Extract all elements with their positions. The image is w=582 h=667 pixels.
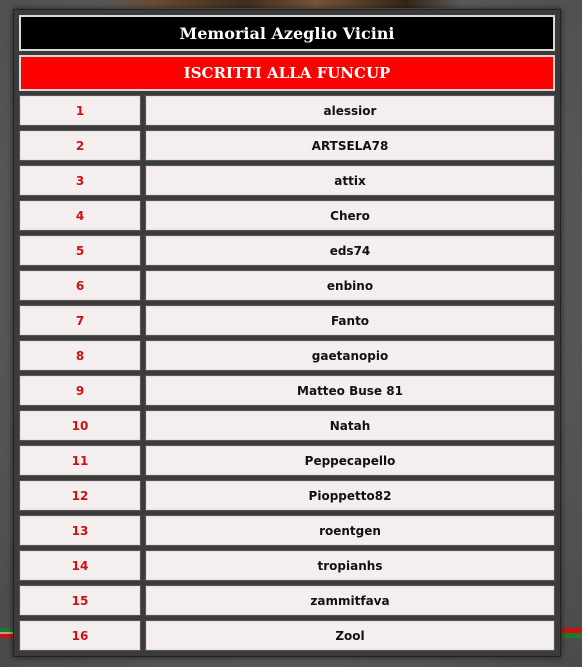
flag-stripe-right xyxy=(562,628,582,638)
participant-name: alessior xyxy=(145,95,555,126)
row-number: 5 xyxy=(19,235,141,266)
row-number: 16 xyxy=(19,620,141,651)
participant-name: roentgen xyxy=(145,515,555,546)
row-number: 15 xyxy=(19,585,141,616)
row-number: 1 xyxy=(19,95,141,126)
participant-name: Peppecapello xyxy=(145,445,555,476)
table-row xyxy=(19,130,555,161)
table-row xyxy=(19,305,555,336)
participant-name: eds74 xyxy=(145,235,555,266)
table-row xyxy=(19,270,555,301)
registration-panel xyxy=(13,9,561,657)
participant-name: tropianhs xyxy=(145,550,555,581)
section-header: ISCRITTI ALLA FUNCUP xyxy=(19,55,555,91)
participant-name: gaetanopio xyxy=(145,340,555,371)
participant-name: Natah xyxy=(145,410,555,441)
participant-name: Chero xyxy=(145,200,555,231)
table-row xyxy=(19,340,555,371)
participant-name: attix xyxy=(145,165,555,196)
table-row xyxy=(19,95,555,126)
table-row xyxy=(19,235,555,266)
participant-name: enbino xyxy=(145,270,555,301)
table-row xyxy=(19,375,555,406)
row-number: 9 xyxy=(19,375,141,406)
table-row xyxy=(19,410,555,441)
page-title: Memorial Azeglio Vicini xyxy=(19,15,555,51)
table-row xyxy=(19,480,555,511)
participant-name: Fanto xyxy=(145,305,555,336)
row-number: 3 xyxy=(19,165,141,196)
table-row xyxy=(19,620,555,651)
table-row xyxy=(19,515,555,546)
row-number: 11 xyxy=(19,445,141,476)
row-number: 2 xyxy=(19,130,141,161)
participant-name: Zool xyxy=(145,620,555,651)
row-number: 10 xyxy=(19,410,141,441)
row-number: 6 xyxy=(19,270,141,301)
row-number: 14 xyxy=(19,550,141,581)
table-row xyxy=(19,200,555,231)
background-figure xyxy=(100,0,460,8)
table-row xyxy=(19,445,555,476)
participant-name: Pioppetto82 xyxy=(145,480,555,511)
participant-name: zammitfava xyxy=(145,585,555,616)
table-row xyxy=(19,585,555,616)
row-number: 13 xyxy=(19,515,141,546)
participants-table xyxy=(19,95,555,651)
flag-stripe-left xyxy=(0,628,14,638)
table-row xyxy=(19,165,555,196)
participant-name: ARTSELA78 xyxy=(145,130,555,161)
row-number: 4 xyxy=(19,200,141,231)
participant-name: Matteo Buse 81 xyxy=(145,375,555,406)
table-row xyxy=(19,550,555,581)
row-number: 7 xyxy=(19,305,141,336)
row-number: 12 xyxy=(19,480,141,511)
row-number: 8 xyxy=(19,340,141,371)
